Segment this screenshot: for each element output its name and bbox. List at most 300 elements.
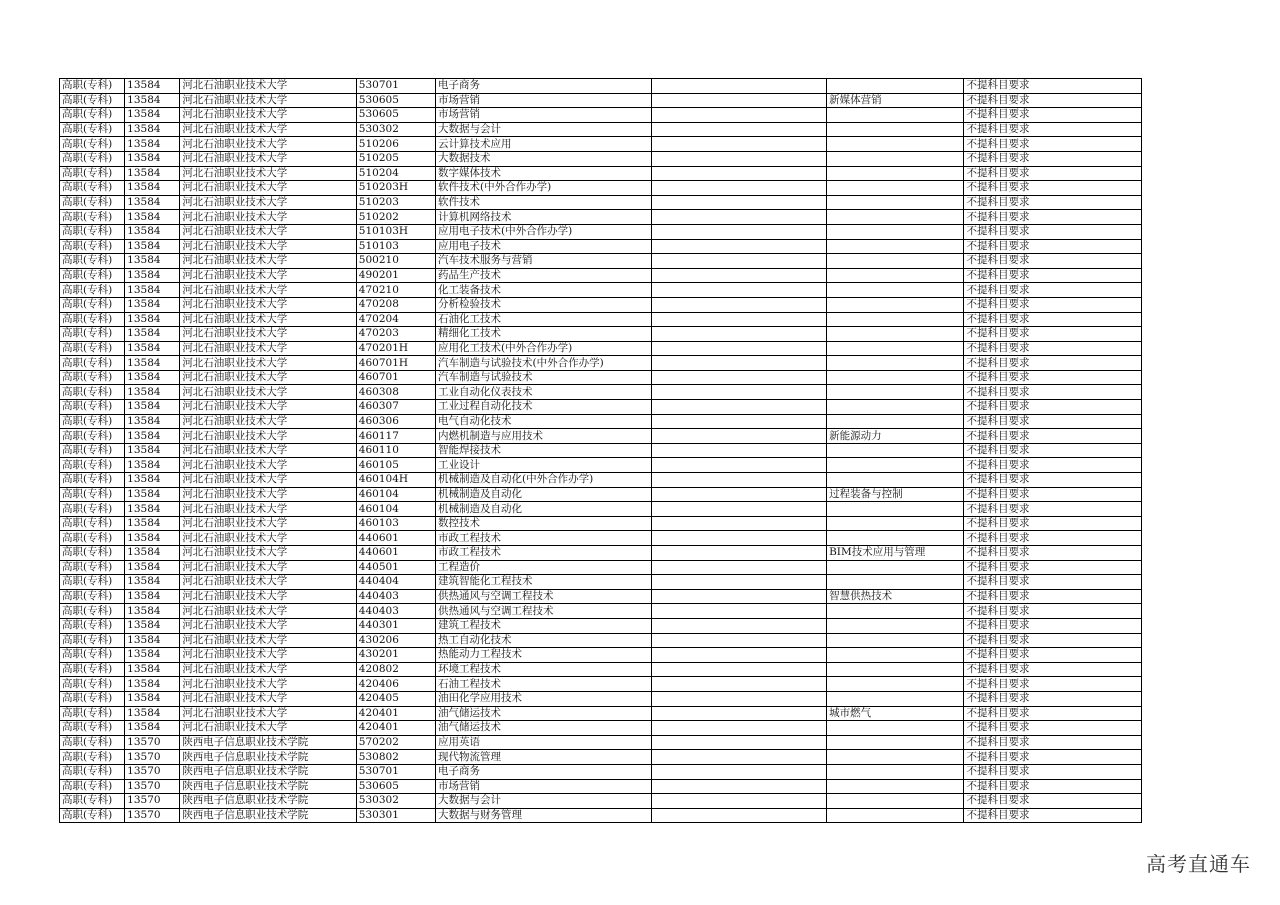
major-code-cell: 460104H xyxy=(356,473,435,488)
major-code-cell: 460110 xyxy=(356,443,435,458)
direction-cell xyxy=(827,151,964,166)
level-cell: 高职(专科) xyxy=(60,429,125,444)
note-cell xyxy=(651,735,826,750)
subject-requirement-cell: 不提科目要求 xyxy=(964,443,1142,458)
direction-cell xyxy=(827,604,964,619)
school-name-cell: 河北石油职业技术大学 xyxy=(180,370,356,385)
school-name-cell: 河北石油职业技术大学 xyxy=(180,691,356,706)
level-cell: 高职(专科) xyxy=(60,137,125,152)
subject-requirement-cell: 不提科目要求 xyxy=(964,122,1142,137)
direction-cell xyxy=(827,210,964,225)
direction-cell xyxy=(827,721,964,736)
level-cell: 高职(专科) xyxy=(60,487,125,502)
subject-requirement-cell: 不提科目要求 xyxy=(964,254,1142,269)
major-name-cell: 市政工程技术 xyxy=(436,531,652,546)
direction-cell xyxy=(827,254,964,269)
subject-requirement-cell: 不提科目要求 xyxy=(964,779,1142,794)
direction-cell: BIM技术应用与管理 xyxy=(827,546,964,561)
level-cell: 高职(专科) xyxy=(60,268,125,283)
note-cell xyxy=(651,706,826,721)
note-cell xyxy=(651,516,826,531)
school-code-cell: 13584 xyxy=(125,268,180,283)
direction-cell xyxy=(827,239,964,254)
direction-cell xyxy=(827,356,964,371)
school-code-cell: 13584 xyxy=(125,122,180,137)
table-row xyxy=(60,808,1142,823)
table-row xyxy=(60,151,1142,166)
major-name-cell: 供热通风与空调工程技术 xyxy=(436,604,652,619)
note-cell xyxy=(651,794,826,809)
table-row xyxy=(60,327,1142,342)
major-code-cell: 460308 xyxy=(356,385,435,400)
level-cell: 高职(专科) xyxy=(60,618,125,633)
table-row xyxy=(60,341,1142,356)
major-code-cell: 530302 xyxy=(356,794,435,809)
school-name-cell: 河北石油职业技术大学 xyxy=(180,93,356,108)
table-row xyxy=(60,400,1142,415)
table-row xyxy=(60,604,1142,619)
note-cell xyxy=(651,312,826,327)
school-code-cell: 13584 xyxy=(125,706,180,721)
table-row xyxy=(60,648,1142,663)
major-name-cell: 汽车技术服务与营销 xyxy=(436,254,652,269)
note-cell xyxy=(651,370,826,385)
major-code-cell: 460306 xyxy=(356,414,435,429)
subject-requirement-cell: 不提科目要求 xyxy=(964,239,1142,254)
note-cell xyxy=(651,808,826,823)
direction-cell xyxy=(827,531,964,546)
school-name-cell: 河北石油职业技术大学 xyxy=(180,706,356,721)
major-name-cell: 大数据技术 xyxy=(436,151,652,166)
direction-cell xyxy=(827,764,964,779)
table-row xyxy=(60,210,1142,225)
table-row xyxy=(60,618,1142,633)
direction-cell xyxy=(827,618,964,633)
note-cell xyxy=(651,779,826,794)
note-cell xyxy=(651,93,826,108)
direction-cell: 城市燃气 xyxy=(827,706,964,721)
note-cell xyxy=(651,691,826,706)
school-code-cell: 13584 xyxy=(125,356,180,371)
subject-requirement-cell: 不提科目要求 xyxy=(964,137,1142,152)
major-name-cell: 工程造价 xyxy=(436,560,652,575)
major-name-cell: 数字媒体技术 xyxy=(436,166,652,181)
subject-requirement-cell: 不提科目要求 xyxy=(964,297,1142,312)
school-code-cell: 13584 xyxy=(125,414,180,429)
school-code-cell: 13584 xyxy=(125,502,180,517)
subject-requirement-cell: 不提科目要求 xyxy=(964,487,1142,502)
level-cell: 高职(专科) xyxy=(60,414,125,429)
school-code-cell: 13584 xyxy=(125,677,180,692)
school-name-cell: 河北石油职业技术大学 xyxy=(180,677,356,692)
school-name-cell: 河北石油职业技术大学 xyxy=(180,268,356,283)
major-name-cell: 汽车制造与试验技术(中外合作办学) xyxy=(436,356,652,371)
major-code-cell: 430201 xyxy=(356,648,435,663)
level-cell: 高职(专科) xyxy=(60,151,125,166)
level-cell: 高职(专科) xyxy=(60,764,125,779)
level-cell: 高职(专科) xyxy=(60,370,125,385)
school-name-cell: 河北石油职业技术大学 xyxy=(180,662,356,677)
school-name-cell: 河北石油职业技术大学 xyxy=(180,589,356,604)
table-row xyxy=(60,764,1142,779)
school-code-cell: 13584 xyxy=(125,79,180,94)
level-cell: 高职(专科) xyxy=(60,210,125,225)
table-row xyxy=(60,268,1142,283)
major-name-cell: 工业自动化仪表技术 xyxy=(436,385,652,400)
subject-requirement-cell: 不提科目要求 xyxy=(964,341,1142,356)
school-code-cell: 13570 xyxy=(125,808,180,823)
table-row xyxy=(60,691,1142,706)
direction-cell xyxy=(827,327,964,342)
school-name-cell: 河北石油职业技术大学 xyxy=(180,297,356,312)
level-cell: 高职(专科) xyxy=(60,327,125,342)
major-code-cell: 470203 xyxy=(356,327,435,342)
table-row xyxy=(60,443,1142,458)
direction-cell xyxy=(827,633,964,648)
school-name-cell: 河北石油职业技术大学 xyxy=(180,575,356,590)
major-name-cell: 油气储运技术 xyxy=(436,721,652,736)
school-code-cell: 13584 xyxy=(125,443,180,458)
school-name-cell: 河北石油职业技术大学 xyxy=(180,633,356,648)
school-code-cell: 13584 xyxy=(125,531,180,546)
school-code-cell: 13584 xyxy=(125,589,180,604)
subject-requirement-cell: 不提科目要求 xyxy=(964,648,1142,663)
school-name-cell: 河北石油职业技术大学 xyxy=(180,327,356,342)
major-name-cell: 机械制造及自动化 xyxy=(436,502,652,517)
subject-requirement-cell: 不提科目要求 xyxy=(964,560,1142,575)
level-cell: 高职(专科) xyxy=(60,779,125,794)
note-cell xyxy=(651,254,826,269)
table-row xyxy=(60,370,1142,385)
direction-cell xyxy=(827,648,964,663)
subject-requirement-cell: 不提科目要求 xyxy=(964,764,1142,779)
major-code-cell: 440501 xyxy=(356,560,435,575)
school-code-cell: 13570 xyxy=(125,764,180,779)
major-code-cell: 510103H xyxy=(356,224,435,239)
school-name-cell: 河北石油职业技术大学 xyxy=(180,122,356,137)
major-code-cell: 460104 xyxy=(356,502,435,517)
school-code-cell: 13584 xyxy=(125,195,180,210)
table-row xyxy=(60,195,1142,210)
note-cell xyxy=(651,268,826,283)
school-code-cell: 13584 xyxy=(125,341,180,356)
direction-cell xyxy=(827,268,964,283)
major-code-cell: 490201 xyxy=(356,268,435,283)
school-code-cell: 13584 xyxy=(125,721,180,736)
school-name-cell: 河北石油职业技术大学 xyxy=(180,79,356,94)
level-cell: 高职(专科) xyxy=(60,516,125,531)
direction-cell xyxy=(827,735,964,750)
direction-cell xyxy=(827,297,964,312)
table-row xyxy=(60,458,1142,473)
subject-requirement-cell: 不提科目要求 xyxy=(964,589,1142,604)
table-row xyxy=(60,487,1142,502)
direction-cell xyxy=(827,779,964,794)
level-cell: 高职(专科) xyxy=(60,575,125,590)
subject-requirement-cell: 不提科目要求 xyxy=(964,721,1142,736)
level-cell: 高职(专科) xyxy=(60,531,125,546)
school-name-cell: 河北石油职业技术大学 xyxy=(180,414,356,429)
major-code-cell: 530605 xyxy=(356,779,435,794)
school-code-cell: 13584 xyxy=(125,691,180,706)
table-row xyxy=(60,662,1142,677)
table-row xyxy=(60,750,1142,765)
table-row xyxy=(60,589,1142,604)
major-code-cell: 440301 xyxy=(356,618,435,633)
direction-cell xyxy=(827,516,964,531)
subject-requirement-cell: 不提科目要求 xyxy=(964,429,1142,444)
note-cell xyxy=(651,487,826,502)
major-code-cell: 440403 xyxy=(356,604,435,619)
subject-requirement-cell: 不提科目要求 xyxy=(964,414,1142,429)
table-row xyxy=(60,721,1142,736)
subject-requirement-cell: 不提科目要求 xyxy=(964,473,1142,488)
admission-table xyxy=(59,78,1142,823)
major-code-cell: 420401 xyxy=(356,706,435,721)
level-cell: 高职(专科) xyxy=(60,721,125,736)
school-name-cell: 河北石油职业技术大学 xyxy=(180,443,356,458)
major-name-cell: 软件技术 xyxy=(436,195,652,210)
subject-requirement-cell: 不提科目要求 xyxy=(964,575,1142,590)
table-row xyxy=(60,516,1142,531)
school-name-cell: 河北石油职业技术大学 xyxy=(180,254,356,269)
note-cell xyxy=(651,341,826,356)
major-name-cell: 市场营销 xyxy=(436,108,652,123)
major-code-cell: 460103 xyxy=(356,516,435,531)
school-name-cell: 河北石油职业技术大学 xyxy=(180,560,356,575)
direction-cell xyxy=(827,560,964,575)
school-code-cell: 13584 xyxy=(125,312,180,327)
direction-cell xyxy=(827,662,964,677)
note-cell xyxy=(651,181,826,196)
school-name-cell: 河北石油职业技术大学 xyxy=(180,487,356,502)
major-code-cell: 530605 xyxy=(356,108,435,123)
subject-requirement-cell: 不提科目要求 xyxy=(964,604,1142,619)
school-name-cell: 河北石油职业技术大学 xyxy=(180,210,356,225)
school-name-cell: 河北石油职业技术大学 xyxy=(180,385,356,400)
note-cell xyxy=(651,502,826,517)
note-cell xyxy=(651,195,826,210)
note-cell xyxy=(651,604,826,619)
major-code-cell: 440403 xyxy=(356,589,435,604)
school-name-cell: 河北石油职业技术大学 xyxy=(180,721,356,736)
subject-requirement-cell: 不提科目要求 xyxy=(964,691,1142,706)
level-cell: 高职(专科) xyxy=(60,312,125,327)
note-cell xyxy=(651,385,826,400)
school-name-cell: 河北石油职业技术大学 xyxy=(180,604,356,619)
direction-cell xyxy=(827,400,964,415)
table-row xyxy=(60,502,1142,517)
level-cell: 高职(专科) xyxy=(60,443,125,458)
major-name-cell: 工业过程自动化技术 xyxy=(436,400,652,415)
major-code-cell: 530302 xyxy=(356,122,435,137)
major-code-cell: 530605 xyxy=(356,93,435,108)
school-code-cell: 13584 xyxy=(125,254,180,269)
subject-requirement-cell: 不提科目要求 xyxy=(964,706,1142,721)
table-row xyxy=(60,633,1142,648)
major-code-cell: 470210 xyxy=(356,283,435,298)
direction-cell xyxy=(827,677,964,692)
major-code-cell: 530701 xyxy=(356,79,435,94)
direction-cell xyxy=(827,166,964,181)
table-row xyxy=(60,546,1142,561)
major-code-cell: 510203H xyxy=(356,181,435,196)
level-cell: 高职(专科) xyxy=(60,502,125,517)
note-cell xyxy=(651,677,826,692)
table-row xyxy=(60,779,1142,794)
major-code-cell: 460117 xyxy=(356,429,435,444)
subject-requirement-cell: 不提科目要求 xyxy=(964,502,1142,517)
major-name-cell: 环境工程技术 xyxy=(436,662,652,677)
subject-requirement-cell: 不提科目要求 xyxy=(964,356,1142,371)
table-row xyxy=(60,79,1142,94)
watermark-text: 高考直通车 xyxy=(1146,852,1251,876)
school-name-cell: 河北石油职业技术大学 xyxy=(180,312,356,327)
school-name-cell: 陕西电子信息职业技术学院 xyxy=(180,750,356,765)
school-code-cell: 13584 xyxy=(125,137,180,152)
direction-cell xyxy=(827,122,964,137)
note-cell xyxy=(651,356,826,371)
school-code-cell: 13584 xyxy=(125,166,180,181)
major-name-cell: 云计算技术应用 xyxy=(436,137,652,152)
major-code-cell: 460307 xyxy=(356,400,435,415)
table-row xyxy=(60,531,1142,546)
major-code-cell: 470204 xyxy=(356,312,435,327)
note-cell xyxy=(651,443,826,458)
school-name-cell: 河北石油职业技术大学 xyxy=(180,458,356,473)
major-code-cell: 510202 xyxy=(356,210,435,225)
school-name-cell: 河北石油职业技术大学 xyxy=(180,473,356,488)
direction-cell xyxy=(827,108,964,123)
direction-cell xyxy=(827,79,964,94)
level-cell: 高职(专科) xyxy=(60,677,125,692)
school-name-cell: 河北石油职业技术大学 xyxy=(180,224,356,239)
major-code-cell: 420405 xyxy=(356,691,435,706)
major-code-cell: 420802 xyxy=(356,662,435,677)
major-name-cell: 电气自动化技术 xyxy=(436,414,652,429)
subject-requirement-cell: 不提科目要求 xyxy=(964,633,1142,648)
school-code-cell: 13584 xyxy=(125,210,180,225)
level-cell: 高职(专科) xyxy=(60,794,125,809)
subject-requirement-cell: 不提科目要求 xyxy=(964,516,1142,531)
subject-requirement-cell: 不提科目要求 xyxy=(964,312,1142,327)
major-name-cell: 机械制造及自动化 xyxy=(436,487,652,502)
table-row xyxy=(60,429,1142,444)
direction-cell: 新能源动力 xyxy=(827,429,964,444)
subject-requirement-cell: 不提科目要求 xyxy=(964,181,1142,196)
subject-requirement-cell: 不提科目要求 xyxy=(964,808,1142,823)
table-row xyxy=(60,166,1142,181)
direction-cell xyxy=(827,750,964,765)
school-name-cell: 河北石油职业技术大学 xyxy=(180,341,356,356)
major-code-cell: 470201H xyxy=(356,341,435,356)
school-code-cell: 13584 xyxy=(125,370,180,385)
note-cell xyxy=(651,400,826,415)
major-name-cell: 药品生产技术 xyxy=(436,268,652,283)
level-cell: 高职(专科) xyxy=(60,195,125,210)
subject-requirement-cell: 不提科目要求 xyxy=(964,458,1142,473)
level-cell: 高职(专科) xyxy=(60,93,125,108)
school-code-cell: 13570 xyxy=(125,735,180,750)
direction-cell xyxy=(827,575,964,590)
school-name-cell: 河北石油职业技术大学 xyxy=(180,108,356,123)
subject-requirement-cell: 不提科目要求 xyxy=(964,546,1142,561)
major-code-cell: 440404 xyxy=(356,575,435,590)
level-cell: 高职(专科) xyxy=(60,648,125,663)
level-cell: 高职(专科) xyxy=(60,662,125,677)
direction-cell xyxy=(827,283,964,298)
direction-cell xyxy=(827,794,964,809)
direction-cell: 智慧供热技术 xyxy=(827,589,964,604)
direction-cell xyxy=(827,181,964,196)
note-cell xyxy=(651,414,826,429)
table-row xyxy=(60,137,1142,152)
subject-requirement-cell: 不提科目要求 xyxy=(964,735,1142,750)
table-row xyxy=(60,677,1142,692)
subject-requirement-cell: 不提科目要求 xyxy=(964,370,1142,385)
major-name-cell: 内燃机制造与应用技术 xyxy=(436,429,652,444)
subject-requirement-cell: 不提科目要求 xyxy=(964,151,1142,166)
school-name-cell: 河北石油职业技术大学 xyxy=(180,151,356,166)
major-name-cell: 应用电子技术(中外合作办学) xyxy=(436,224,652,239)
direction-cell xyxy=(827,443,964,458)
school-name-cell: 河北石油职业技术大学 xyxy=(180,516,356,531)
school-code-cell: 13584 xyxy=(125,662,180,677)
major-name-cell: 油气储运技术 xyxy=(436,706,652,721)
major-name-cell: 应用化工技术(中外合作办学) xyxy=(436,341,652,356)
subject-requirement-cell: 不提科目要求 xyxy=(964,531,1142,546)
school-code-cell: 13584 xyxy=(125,546,180,561)
direction-cell xyxy=(827,473,964,488)
school-name-cell: 河北石油职业技术大学 xyxy=(180,648,356,663)
table-row xyxy=(60,283,1142,298)
major-name-cell: 分析检验技术 xyxy=(436,297,652,312)
subject-requirement-cell: 不提科目要求 xyxy=(964,79,1142,94)
major-code-cell: 570202 xyxy=(356,735,435,750)
direction-cell xyxy=(827,502,964,517)
level-cell: 高职(专科) xyxy=(60,735,125,750)
table-row xyxy=(60,239,1142,254)
major-name-cell: 热工自动化技术 xyxy=(436,633,652,648)
table-row xyxy=(60,93,1142,108)
major-code-cell: 510203 xyxy=(356,195,435,210)
level-cell: 高职(专科) xyxy=(60,633,125,648)
table-row xyxy=(60,473,1142,488)
school-name-cell: 河北石油职业技术大学 xyxy=(180,356,356,371)
school-code-cell: 13584 xyxy=(125,633,180,648)
level-cell: 高职(专科) xyxy=(60,473,125,488)
level-cell: 高职(专科) xyxy=(60,356,125,371)
table-row xyxy=(60,356,1142,371)
note-cell xyxy=(651,166,826,181)
major-name-cell: 市场营销 xyxy=(436,779,652,794)
school-name-cell: 陕西电子信息职业技术学院 xyxy=(180,779,356,794)
major-code-cell: 460104 xyxy=(356,487,435,502)
level-cell: 高职(专科) xyxy=(60,239,125,254)
subject-requirement-cell: 不提科目要求 xyxy=(964,210,1142,225)
major-code-cell: 420401 xyxy=(356,721,435,736)
school-name-cell: 河北石油职业技术大学 xyxy=(180,137,356,152)
school-code-cell: 13584 xyxy=(125,560,180,575)
level-cell: 高职(专科) xyxy=(60,546,125,561)
level-cell: 高职(专科) xyxy=(60,400,125,415)
level-cell: 高职(专科) xyxy=(60,297,125,312)
level-cell: 高职(专科) xyxy=(60,691,125,706)
level-cell: 高职(专科) xyxy=(60,385,125,400)
note-cell xyxy=(651,458,826,473)
direction-cell xyxy=(827,691,964,706)
school-code-cell: 13584 xyxy=(125,575,180,590)
